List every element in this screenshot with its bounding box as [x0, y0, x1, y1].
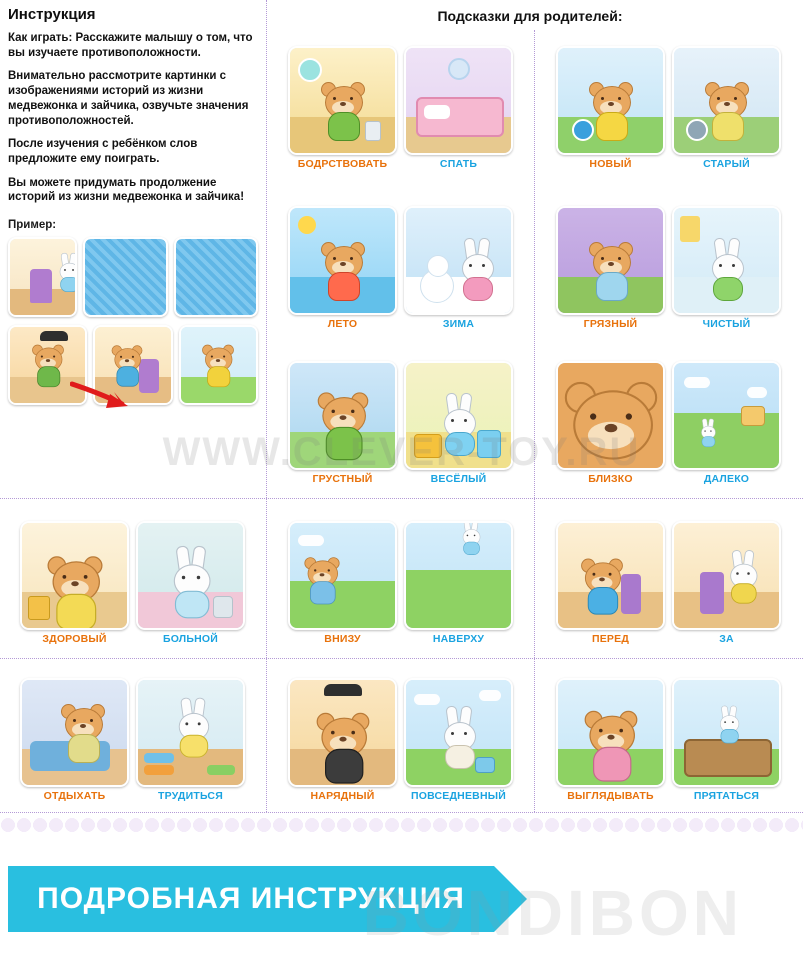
card-image-otdyhat [20, 678, 129, 787]
card-image-zima [404, 206, 513, 315]
caption-chistyj: ЧИСТЫЙ [702, 318, 751, 330]
card-image-naryadnyj [288, 678, 397, 787]
caption-otdyhat: ОТДЫХАТЬ [43, 790, 106, 802]
instruction-title: Инструкция [8, 6, 96, 23]
divider-vertical-2 [534, 30, 535, 812]
pair-blizko-daleko [548, 355, 789, 493]
caption-vnizu: ВНИЗУ [324, 633, 361, 645]
caption-bolnoj: БОЛЬНОЙ [162, 633, 219, 645]
divider-vertical-1 [266, 0, 267, 812]
card-image-staryj [672, 46, 781, 155]
card-image-truditsya [136, 678, 245, 787]
watermark-center: WWW.CLEVER-TOY.RU [162, 430, 641, 474]
caption-gryaznyj: ГРЯЗНЫЙ [583, 318, 638, 330]
card-image-grustnyj [288, 361, 397, 470]
card-image-blizko [556, 361, 665, 470]
instruction-paragraph-4: Вы можете придумать продолжение историй из жизни медвежонка и зайчика! [8, 176, 245, 204]
pair-vyglyadyvat-pryatatsya [548, 672, 789, 810]
pointer-arrow-icon [70, 380, 130, 410]
card-image-spat [404, 46, 513, 155]
pair-gryaznyj-chistyj [548, 200, 789, 338]
caption-bodrstvovat: БОДРСТВОВАТЬ [297, 158, 388, 170]
caption-naryadnyj: НАРЯДНЫЙ [310, 790, 375, 802]
caption-novyj: НОВЫЙ [589, 158, 632, 170]
pair-bodrstvovat-spat [280, 40, 521, 178]
card-image-bodrstvovat [288, 46, 397, 155]
caption-blizko: БЛИЗКО [588, 473, 633, 485]
caption-pered: ПЕРЕД [591, 633, 630, 645]
caption-grustnyj: ГРУСТНЫЙ [312, 473, 373, 485]
card-image-vyglyadyvat [556, 678, 665, 787]
card-image-vnizu [288, 521, 397, 630]
caption-daleko: ДАЛЕКО [703, 473, 750, 485]
caption-naverhu: НАВЕРХУ [432, 633, 485, 645]
instruction-panel [8, 6, 258, 405]
hints-title: Подсказки для родителей: [437, 8, 623, 24]
decorative-scallop-strip [0, 812, 803, 838]
card-image-pryatatsya [672, 678, 781, 787]
caption-leto: ЛЕТО [327, 318, 358, 330]
pair-vnizu-naverhu [280, 515, 521, 653]
caption-spat: СПАТЬ [439, 158, 478, 170]
detailed-instruction-label: ПОДРОБНАЯ ИНСТРУКЦИЯ [37, 882, 465, 915]
instruction-paragraph-2: Внимательно рассмотрите картинки с изображениями историй из жизни медвежонка и зайчика, озвучьте значения противоположностей. [8, 70, 249, 127]
caption-veselyj: ВЕСЁЛЫЙ [430, 473, 487, 485]
pair-novyj-staryj [548, 40, 789, 178]
caption-zima: ЗИМА [442, 318, 475, 330]
instruction-paragraph-3: После изучения с ребёнком слов предложите ему поиграть. [8, 138, 198, 166]
example-card-back-2 [174, 237, 258, 317]
card-image-naverhu [404, 521, 513, 630]
caption-truditsya: ТРУДИТЬСЯ [158, 790, 223, 802]
pair-otdyhat-truditsya [12, 672, 253, 810]
instruction-paragraph-1: Как играть: Расскажите малышу о том, что вы изучаете противоположности. [8, 32, 253, 59]
caption-pryatatsya: ПРЯТАТЬСЯ [693, 790, 760, 802]
card-image-bolnoj [136, 521, 245, 630]
card-image-gryaznyj [556, 206, 665, 315]
card-image-daleko [672, 361, 781, 470]
card-image-povsednevnyj [404, 678, 513, 787]
pair-naryadnyj-povsednevnyj [280, 672, 521, 810]
caption-povsednevnyj: ПОВСЕДНЕВНЫЙ [411, 790, 506, 802]
pair-grustnyj-veselyj [280, 355, 521, 493]
card-image-novyj [556, 46, 665, 155]
card-image-chistyj [672, 206, 781, 315]
example-card-back-1 [83, 237, 167, 317]
caption-staryj: СТАРЫЙ [703, 158, 750, 170]
card-image-pered [556, 521, 665, 630]
card-image-leto [288, 206, 397, 315]
example-card-chair-rabbit [8, 237, 77, 317]
caption-za: ЗА [719, 633, 734, 645]
caption-vyglyadyvat: ВЫГЛЯДЫВАТЬ [567, 790, 654, 802]
caption-zdorovyj: ЗДОРОВЫЙ [42, 633, 107, 645]
example-row-bottom [8, 325, 258, 405]
card-image-veselyj [404, 361, 513, 470]
example-label: Пример: [8, 219, 57, 232]
pair-leto-zima [280, 200, 521, 338]
card-image-zdorovyj [20, 521, 129, 630]
card-image-za [672, 521, 781, 630]
divider-horizontal-2 [0, 658, 803, 659]
example-row-top [8, 237, 258, 317]
example-card-bear-green [179, 325, 258, 405]
watermark-corner: BONDIBON [362, 877, 743, 949]
pair-pered-za [548, 515, 789, 653]
pair-zdorovyj-bolnoj [12, 515, 253, 653]
detailed-instruction-banner[interactable] [8, 866, 494, 932]
divider-horizontal-1 [0, 498, 803, 499]
